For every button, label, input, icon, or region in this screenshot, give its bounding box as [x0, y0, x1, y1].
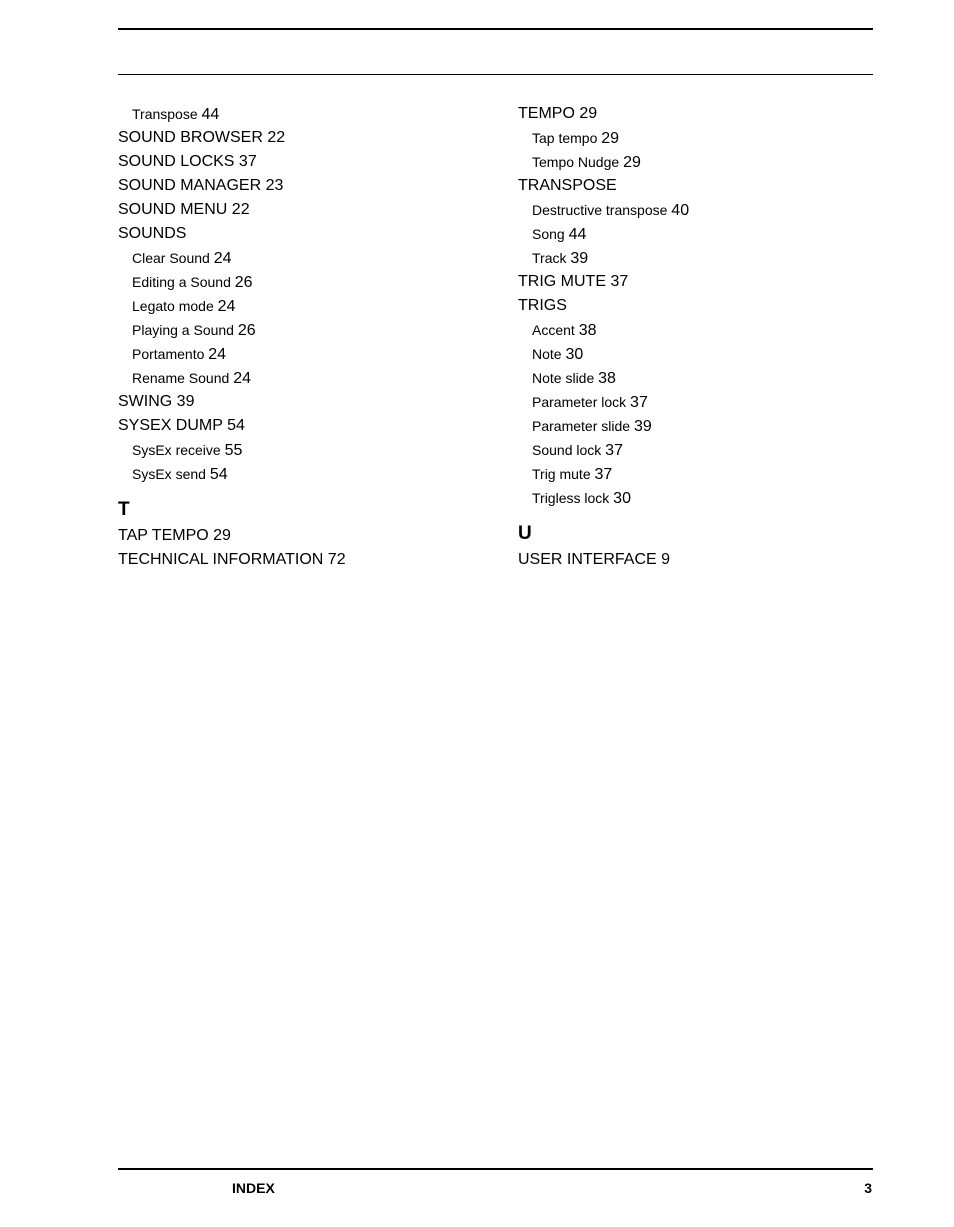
index-subentry — [518, 246, 888, 270]
index-term: Transpose — [132, 106, 198, 122]
index-term: Track — [532, 250, 567, 266]
index-term: SOUNDS — [118, 225, 187, 242]
index-entry — [118, 174, 488, 198]
index-subentry — [518, 438, 888, 462]
index-term: TRIG MUTE — [518, 273, 606, 290]
index-page-ref[interactable]: 29 — [601, 130, 620, 147]
index-term: TRANSPOSE — [518, 177, 617, 194]
index-subentry — [118, 342, 488, 366]
index-subentry — [518, 222, 888, 246]
index-page-ref[interactable]: 24 — [208, 346, 227, 363]
index-term: TAP TEMPO — [118, 527, 209, 544]
index-entry — [118, 126, 488, 150]
index-entry — [118, 524, 488, 548]
index-column-right — [518, 102, 888, 572]
index-term: Tap tempo — [532, 130, 598, 146]
index-subentry — [518, 198, 888, 222]
index-entry — [518, 294, 888, 318]
footer-section-title: INDEX — [232, 1180, 275, 1196]
index-letter-heading — [118, 496, 488, 524]
index-subentry — [118, 438, 488, 462]
index-term: U — [518, 523, 532, 544]
index-page-ref[interactable]: 29 — [579, 105, 598, 122]
index-page-ref[interactable]: 37 — [594, 466, 613, 483]
index-page-ref[interactable]: 39 — [570, 250, 589, 267]
index-subentry — [518, 318, 888, 342]
index-entry — [118, 198, 488, 222]
index-subentry — [118, 318, 488, 342]
index-subentry — [518, 462, 888, 486]
index-page-ref[interactable]: 29 — [623, 154, 641, 171]
index-term: Parameter lock — [532, 394, 627, 410]
index-page-ref[interactable]: 37 — [630, 394, 648, 411]
index-page-ref[interactable]: 24 — [233, 370, 251, 387]
index-entry — [118, 222, 488, 246]
index-term: SWING — [118, 393, 173, 410]
index-page-ref[interactable]: 29 — [213, 527, 231, 544]
index-term: T — [118, 499, 130, 520]
index-term: Trigless lock — [532, 490, 610, 506]
index-subentry — [518, 366, 888, 390]
index-page-ref[interactable]: 37 — [610, 273, 629, 290]
index-subentry — [518, 342, 888, 366]
index-subentry — [118, 102, 488, 126]
index-page-ref[interactable]: 22 — [267, 129, 286, 146]
index-term: Rename Sound — [132, 370, 230, 386]
index-term: Legato mode — [132, 298, 214, 314]
index-subentry — [518, 486, 888, 510]
index-page-ref[interactable]: 30 — [565, 346, 584, 363]
index-page-ref[interactable]: 55 — [224, 442, 243, 459]
index-term: SOUND LOCKS — [118, 153, 235, 170]
index-subentry — [118, 366, 488, 390]
index-term: Destructive transpose — [532, 202, 668, 218]
index-page-ref[interactable]: 37 — [238, 153, 257, 170]
header-rule-bottom — [118, 74, 873, 75]
index-entry — [118, 150, 488, 174]
index-page-ref[interactable]: 38 — [598, 370, 616, 387]
index-page-ref[interactable]: 72 — [327, 551, 346, 568]
index-subentry — [518, 126, 888, 150]
index-page-ref[interactable]: 24 — [213, 250, 232, 267]
index-term: SOUND MANAGER — [118, 177, 262, 194]
index-entry — [518, 548, 888, 572]
index-page-ref[interactable]: 24 — [217, 298, 236, 315]
index-term: SOUND MENU — [118, 201, 228, 218]
index-term: Sound lock — [532, 442, 602, 458]
index-term: Editing a Sound — [132, 274, 231, 290]
index-subentry — [118, 246, 488, 270]
index-page-ref[interactable]: 26 — [234, 274, 253, 291]
index-subentry — [518, 150, 888, 174]
index-term: Playing a Sound — [132, 322, 234, 338]
index-term: Portamento — [132, 346, 205, 362]
index-page-ref[interactable]: 37 — [605, 442, 623, 459]
index-term: TRIGS — [518, 297, 567, 314]
index-term: SysEx receive — [132, 442, 221, 458]
index-entry — [518, 174, 888, 198]
index-term: SYSEX DUMP — [118, 417, 223, 434]
index-term: Tempo Nudge — [532, 154, 620, 170]
index-entry — [518, 102, 888, 126]
index-page-ref[interactable]: 30 — [613, 490, 631, 507]
index-page-ref[interactable]: 44 — [568, 226, 587, 243]
footer-rule — [118, 1168, 873, 1170]
index-term: Clear Sound — [132, 250, 210, 266]
index-entry — [518, 270, 888, 294]
header-rule-top — [118, 28, 873, 30]
index-page-ref[interactable]: 39 — [176, 393, 195, 410]
index-subentry — [118, 294, 488, 318]
index-entry — [118, 548, 488, 572]
index-page-ref[interactable]: 54 — [209, 466, 228, 483]
index-term: Trig mute — [532, 466, 591, 482]
index-entry — [118, 390, 488, 414]
index-page-ref[interactable]: 23 — [265, 177, 284, 194]
index-term: Note — [532, 346, 562, 362]
index-subentry — [118, 270, 488, 294]
index-entry — [118, 414, 488, 438]
footer-page-number: 3 — [864, 1180, 872, 1196]
index-page-ref[interactable]: 54 — [227, 417, 245, 434]
index-term: SOUND BROWSER — [118, 129, 263, 146]
index-page-ref[interactable]: 39 — [633, 418, 652, 435]
index-page-ref[interactable]: 40 — [671, 202, 690, 219]
index-page-ref[interactable]: 26 — [237, 322, 256, 339]
index-letter-heading — [518, 520, 888, 548]
index-term: Parameter slide — [532, 418, 631, 434]
index-column-left — [118, 102, 488, 572]
index-term: TECHNICAL INFORMATION — [118, 551, 324, 568]
index-page-ref[interactable]: 9 — [661, 551, 671, 568]
index-page-ref[interactable]: 22 — [231, 201, 250, 218]
index-term: TEMPO — [518, 105, 575, 122]
index-subentry — [518, 414, 888, 438]
index-term: SysEx send — [132, 466, 206, 482]
index-subentry — [518, 390, 888, 414]
index-page-ref[interactable]: 44 — [201, 106, 220, 123]
index-page-ref[interactable]: 38 — [578, 322, 597, 339]
index-term: USER INTERFACE — [518, 551, 657, 568]
index-term: Note slide — [532, 370, 595, 386]
index-term: Accent — [532, 322, 575, 338]
index-subentry — [118, 462, 488, 486]
index-term: Song — [532, 226, 565, 242]
